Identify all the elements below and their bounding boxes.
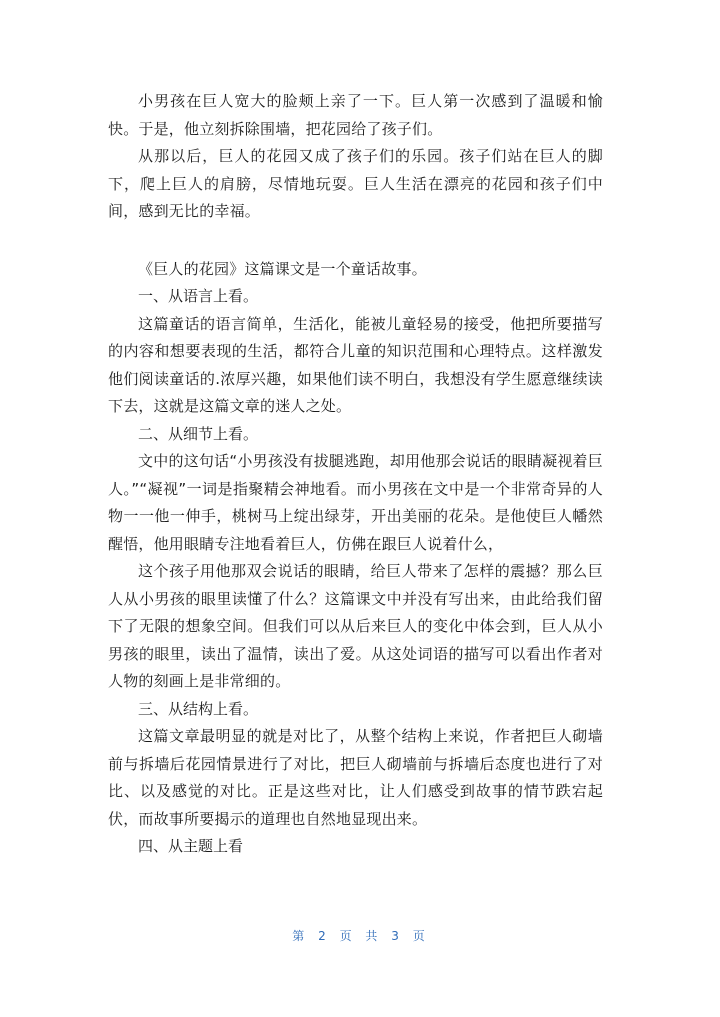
section-heading: 一、从语言上看。 <box>138 287 259 305</box>
footer-di: 第 <box>292 929 308 943</box>
document-body <box>108 88 603 861</box>
footer-ye: 页 <box>339 929 355 943</box>
paragraph: 这篇文章最明显的就是对比了，从整个结构上来说，作者把巨人砌墙前与拆墙后花园情景进行了对比，把巨人砌墙前与拆墙后态度也进行了对比、以及感觉的对比。正是这些对比，让人们感受到故事的情节跌宕起伏，而故事所要揭示的道理也自然地显现出来。 <box>108 727 603 828</box>
intro-paragraph: 《巨人的花园》这篇课文是一个童话故事。 <box>138 259 427 278</box>
current-page-number: 2 <box>318 929 329 943</box>
paragraph: 从那以后，巨人的花园又成了孩子们的乐园。孩子们站在巨人的脚下，爬上巨人的肩膀，尽情地玩耍。巨人生活在漂亮的花园和孩子们中间，感到无比的幸福。 <box>108 147 603 220</box>
paragraph: 这篇童话的语言简单，生活化，能被儿童轻易的接受，他把所要描写的内容和想要表现的生活，都符合儿童的知识范围和心理特点。这样激发他们阅读童话的.浓厚兴趣，如果他们读不明白，我想没有学生愿意继续读下去，这就是这篇文章的迷人之处。 <box>108 314 603 415</box>
page-footer <box>0 927 720 944</box>
section-heading: 二、从细节上看。 <box>138 424 259 443</box>
paragraph: 文中的这句话“小男孩没有拔腿逃跑，却用他那会说话的眼睛凝视着巨人。”“凝视”一词是指聚精会神地看。而小男孩在文中是一个非常奇异的人物一一他一伸手，桃树马上绽出绿芽，开出美丽的花朵。是他使巨人幡然醒悟，他用眼睛专注地看着巨人，仿佛在跟巨人说着什么， <box>108 452 603 553</box>
footer-gong: 共 <box>365 929 381 943</box>
paragraph: 小男孩在巨人宽大的脸颊上亲了一下。巨人第一次感到了温暖和愉快。于是，他立刻拆除围墙，把花园给了孩子们。 <box>108 92 603 138</box>
section-heading: 四、从主题上看 <box>138 837 244 855</box>
footer-ye2: 页 <box>412 929 428 943</box>
total-pages-number: 3 <box>391 929 402 943</box>
spacer <box>108 226 603 256</box>
section-heading: 三、从结构上看。 <box>138 699 259 718</box>
paragraph: 这个孩子用他那双会说话的眼睛，给巨人带来了怎样的震撼？那么巨人从小男孩的眼里读懂了什么？这篇课文中并没有写出来，由此给我们留下了无限的想象空间。但我们可以从后来巨人的变化中体会到，巨人从小男孩的眼里，读出了温情，读出了爱。从这处词语的描写可以看出作者对人物的刻画上是非常细的。 <box>108 562 603 690</box>
